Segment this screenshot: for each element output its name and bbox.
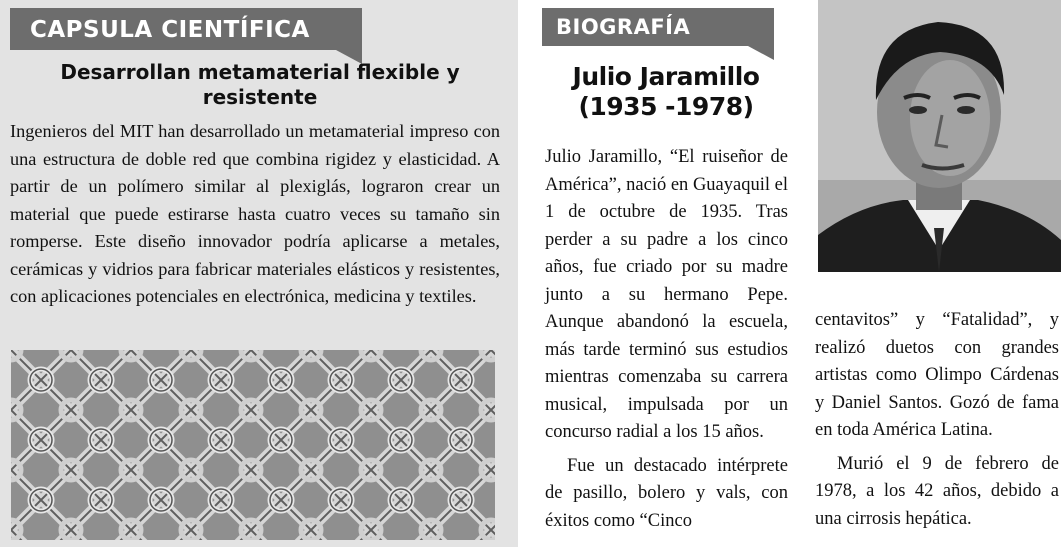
tab-tail — [748, 46, 774, 60]
biography-paragraph: Fue un destacado intérprete de pasillo, bolero y vals, con éxitos como “Cinco — [545, 455, 788, 531]
biography-paragraph: centavitos” y “Fatalidad”, y realizó duetos con grandes artistas como Olimpo Cárdenas y Daniel Santos. Gozó de fama en toda América Latina. — [815, 310, 1059, 440]
article-body: Ingenieros del MIT han desarrollado un metamaterial impreso con una estructura de doble red que combina rigidez y elasticidad. A partir de un polímero similar al plexiglás, lograron crear un material que puede estirarse hasta cuatro veces su tamaño sin romperse. Este diseño innovador podría aplicarse a metales, cerámicas y vidrios para fabricar materiales elásticos y resistentes, con aplicaciones potenciales en electrónica, medicina y textiles. — [10, 121, 500, 306]
section-tab-capsula — [10, 8, 362, 50]
capsula-cientifica-panel — [0, 0, 518, 547]
metamaterial-photo — [11, 350, 495, 540]
section-tab-label: BIOGRAFÍA — [556, 15, 691, 39]
biography-years: (1935 -1978) — [578, 92, 754, 121]
biography-column-1 — [545, 144, 788, 535]
portrait-photo — [818, 0, 1061, 272]
section-tab-label: CAPSULA CIENTÍFICA — [30, 17, 310, 43]
section-tab-biografia — [542, 8, 774, 46]
biography-paragraph: Murió el 9 de febrero de 1978, a los 42 años, debido a una cirrosis hepática. — [815, 453, 1059, 529]
biography-name: Julio Jaramillo — [572, 62, 760, 91]
metamaterial-lattice-image — [11, 350, 495, 540]
biography-column-2 — [815, 307, 1059, 533]
person-portrait-image — [818, 0, 1061, 272]
article-headline: Desarrollan metamaterial flexible y resistente — [60, 60, 460, 109]
biography-title — [542, 62, 790, 122]
biography-paragraph: Julio Jaramillo, “El ruiseñor de América”, nació en Guayaquil el 1 de octubre de 1935. Tras perder a su padre a los cinco años, fue criado por su madre junto a su hermano Pepe. Aunque abandonó la escuela, más tarde terminó sus estudios mientras comenzaba su carrera musical, impulsada por un concurso radial a los 15 años. — [545, 147, 788, 442]
